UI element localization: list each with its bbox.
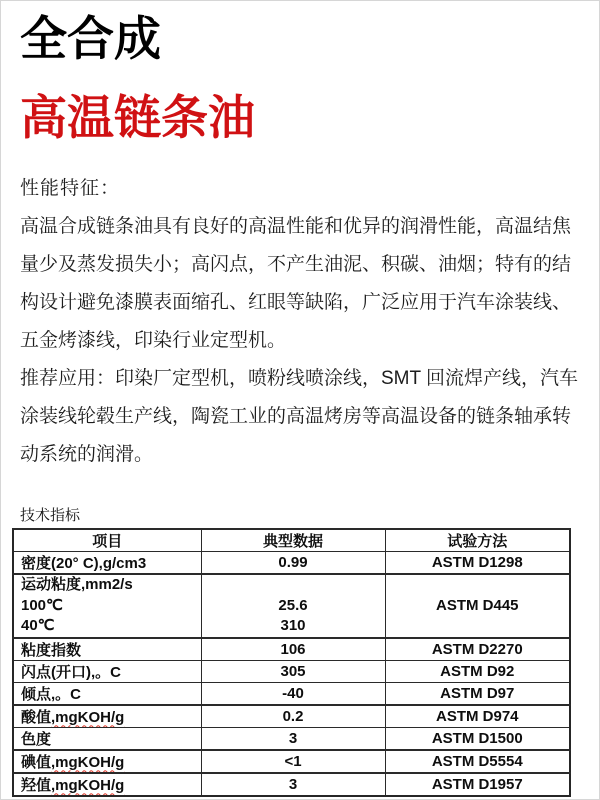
item-label-spellchecked: ,mgKOH/g xyxy=(51,753,125,771)
test-method: ASTM D2270 xyxy=(385,638,570,661)
table-row-flash-point xyxy=(13,660,570,682)
table-row-color xyxy=(13,727,570,750)
table-row-hydroxyl-value xyxy=(13,773,570,796)
test-method: ASTM D445 xyxy=(385,574,570,638)
item-label-spellchecked: ,mgKOH/g xyxy=(51,776,125,794)
test-method: ASTM D97 xyxy=(385,682,570,705)
item-label: 闪点(开口),。C xyxy=(21,663,121,681)
typical-value: 0.2 xyxy=(201,705,385,728)
table-row-viscosity xyxy=(13,574,570,638)
typical-value: <1 xyxy=(201,750,385,773)
test-method: ASTM D974 xyxy=(385,705,570,728)
table-row-iodine-value xyxy=(13,750,570,773)
item-label: 碘值 xyxy=(21,753,52,771)
table-row-pour-point xyxy=(13,682,570,705)
test-method: ASTM D1500 xyxy=(385,727,570,750)
item-label: 运动粘度,mm2/s xyxy=(21,576,133,593)
item-label: 色度 xyxy=(21,730,52,748)
item-label-spellchecked: ,mgKOH/g xyxy=(51,708,125,726)
test-method: ASTM D1957 xyxy=(385,773,570,796)
typical-value: 3 xyxy=(201,727,385,750)
typical-value-40c: 310 xyxy=(280,617,306,634)
spec-table xyxy=(12,528,571,797)
test-method: ASTM D92 xyxy=(385,660,570,682)
table-row-density xyxy=(13,552,570,575)
column-header-item: 项目 xyxy=(13,529,201,552)
performance-paragraph: 高温合成链条油具有良好的高温性能和优异的润滑性能，高温结焦量少及蒸发损失小；高闪点，不产生油泥、积碳、油烟；特有的结构设计避免漆膜表面缩孔、红眼等缺陷，广泛应用于汽车涂装线、五金烤漆线，印染行业定型机。 xyxy=(20,216,572,351)
column-header-test-method: 试验方法 xyxy=(385,529,570,552)
applications-paragraph: 推荐应用：印染厂定型机，喷粉线喷涂线，SMT 回流焊产线，汽车涂装线轮毂生产线，陶瓷工业的高温烤房等高温设备的链条轴承转动系统的润滑。 xyxy=(20,368,579,465)
table-row-acid-value xyxy=(13,705,570,728)
typical-value: 3 xyxy=(201,773,385,796)
performance-section xyxy=(20,170,585,474)
test-method: ASTM D1298 xyxy=(385,552,570,575)
table-header-row xyxy=(13,529,570,552)
item-label: 粘度指数 xyxy=(21,641,82,659)
table-row-viscosity-index xyxy=(13,638,570,661)
performance-heading: 性能特征： xyxy=(20,178,121,199)
test-method: ASTM D5554 xyxy=(385,750,570,773)
column-header-typical-data: 典型数据 xyxy=(201,529,385,552)
spec-table-label: 技术指标 xyxy=(20,507,81,524)
page-content xyxy=(1,1,599,797)
item-label: 密度(20° C),g/cm3 xyxy=(21,555,147,572)
typical-value: 106 xyxy=(201,638,385,661)
typical-value: 0.99 xyxy=(201,552,385,575)
item-label: 倾点,。C xyxy=(21,685,82,703)
product-title-line2: 高温链条油 xyxy=(20,91,255,144)
typical-value: 305 xyxy=(201,660,385,682)
typical-value-blank xyxy=(202,575,385,596)
item-label: 羟值 xyxy=(21,776,52,794)
product-title-line1: 全合成 xyxy=(20,12,161,65)
item-label: 酸值 xyxy=(21,708,52,726)
typical-value-100c: 25.6 xyxy=(278,596,308,614)
typical-value: -40 xyxy=(201,682,385,705)
item-label-100c: 100℃ xyxy=(21,596,63,614)
item-label-40c: 40℃ xyxy=(21,617,55,634)
